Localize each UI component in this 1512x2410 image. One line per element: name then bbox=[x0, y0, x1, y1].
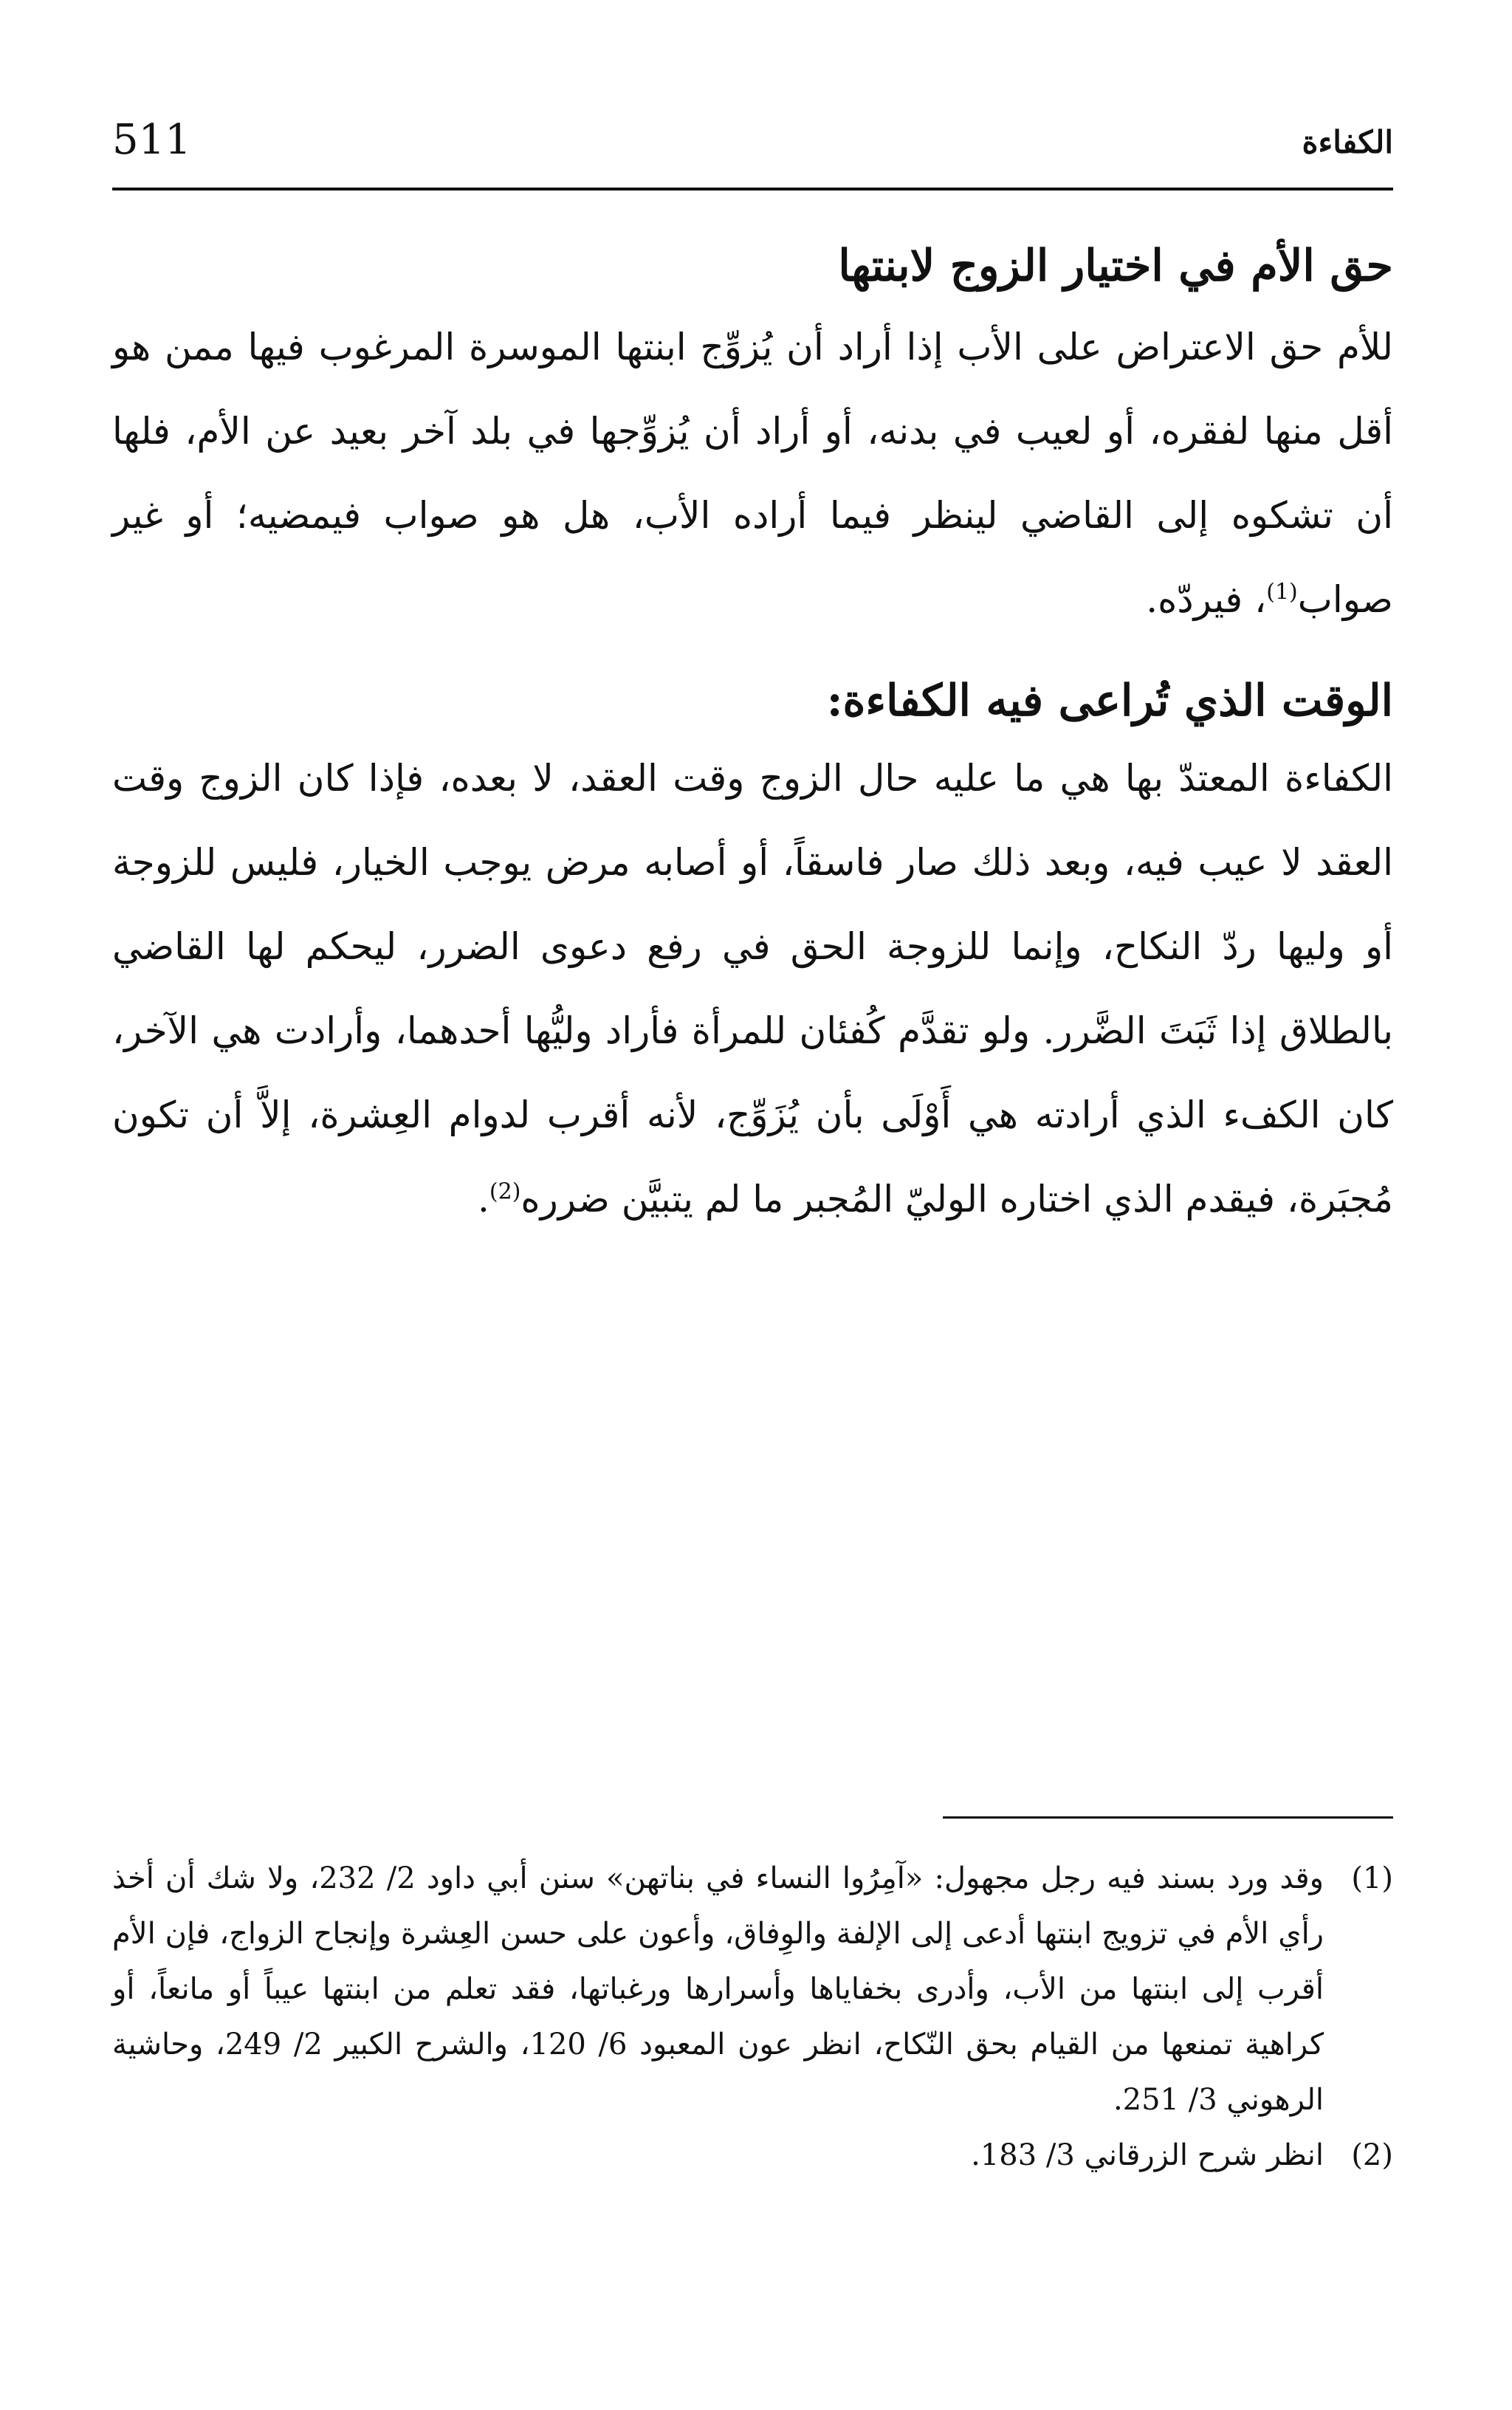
footnote-divider bbox=[943, 1816, 1393, 1819]
section-heading-kafaa-time: الوقت الذي تُراعى فيه الكفاءة: bbox=[826, 674, 1393, 726]
footnote-item bbox=[112, 1851, 1393, 2128]
running-title: الكفاءة bbox=[1302, 124, 1393, 160]
footnote-reference[interactable]: (2) bbox=[489, 1178, 521, 1205]
footnote-text: انظر شرح الزرقاني 3/ 183. bbox=[971, 2138, 1324, 2172]
page-number: 511 bbox=[112, 116, 191, 164]
section-paragraph-kafaa-time bbox=[112, 736, 1393, 1241]
paragraph-text: للأم حق الاعتراض على الأب إذا أراد أن يُزوِّج ابنتها الموسرة المرغوب فيها ممن هو أقل منها لفقره، أو لعيب في بدنه، أو أراد أن يُزوِّجها في بلد آخر بعيد عن الأم، فلها أن تشكوه إلى القاضي لينظر فيما أراده الأب، هل هو صواب فيمضيه؛ أو غير صواب bbox=[112, 325, 1393, 621]
section-heading-mother-right: حق الأم في اختيار الزوج لابنتها bbox=[838, 240, 1393, 291]
footnote-item bbox=[112, 2128, 1393, 2183]
book-page bbox=[112, 111, 1393, 2341]
footnotes bbox=[112, 1816, 1393, 2183]
page-header bbox=[112, 111, 1393, 190]
footnote-number: (2) bbox=[1351, 2138, 1393, 2172]
footnote-reference[interactable]: (1) bbox=[1266, 579, 1298, 605]
paragraph-text-end: . bbox=[477, 1178, 489, 1221]
section-paragraph-mother-right bbox=[112, 305, 1393, 642]
paragraph-text-end: ، فيردّه. bbox=[1146, 577, 1267, 621]
paragraph-text: الكفاءة المعتدّ بها هي ما عليه حال الزوج وقت العقد، لا بعده، فإذا كان الزوج وقت العقد لا عيب فيه، وبعد ذلك صار فاسقاً، أو أصابه مرض يوجب الخيار، فليس للزوجة أو وليها ردّ النكاح، وإنما للزوجة الحق في رفع دعوى الضرر، ليحكم لها القاضي بالطلاق إذا ثَبَتَ الضَّرر. ولو تقدَّم كُفئان للمرأة فأراد وليُّها أحدهما، وأرادت هي الآخر، كان الكفء الذي أرادته هي أَوْلَى بأن يُزَوِّج، لأنه أقرب لدوام العِشرة، إلاَّ أن تكون مُجبَرة، فيقدم الذي اختاره الوليّ المُجبر ما لم يتبيَّن ضرره bbox=[112, 757, 1394, 1221]
footnote-number: (1) bbox=[1351, 1861, 1393, 1895]
footnote-text: وقد ورد بسند فيه رجل مجهول: «آمِرُوا النساء في بناتهن» سنن أبي داود 2/ 232، ولا شك أن أخذ رأي الأم في تزويج ابنتها أدعى إلى الإلفة والوِفاق، وأعون على حسن العِشرة وإنجاح الزواج، فإن الأم أقرب إلى ابنتها من الأب، وأدرى بخفاياها وأسرارها ورغباتها، فقد تعلم من ابنتها عيباً أو مانعاً، أو كراهية تمنعها من القيام بحق النّكاح، انظر عون المعبود 6/ 120، والشرح الكبير 2/ 249، وحاشية الرهوني 3/ 251. bbox=[112, 1861, 1324, 2117]
